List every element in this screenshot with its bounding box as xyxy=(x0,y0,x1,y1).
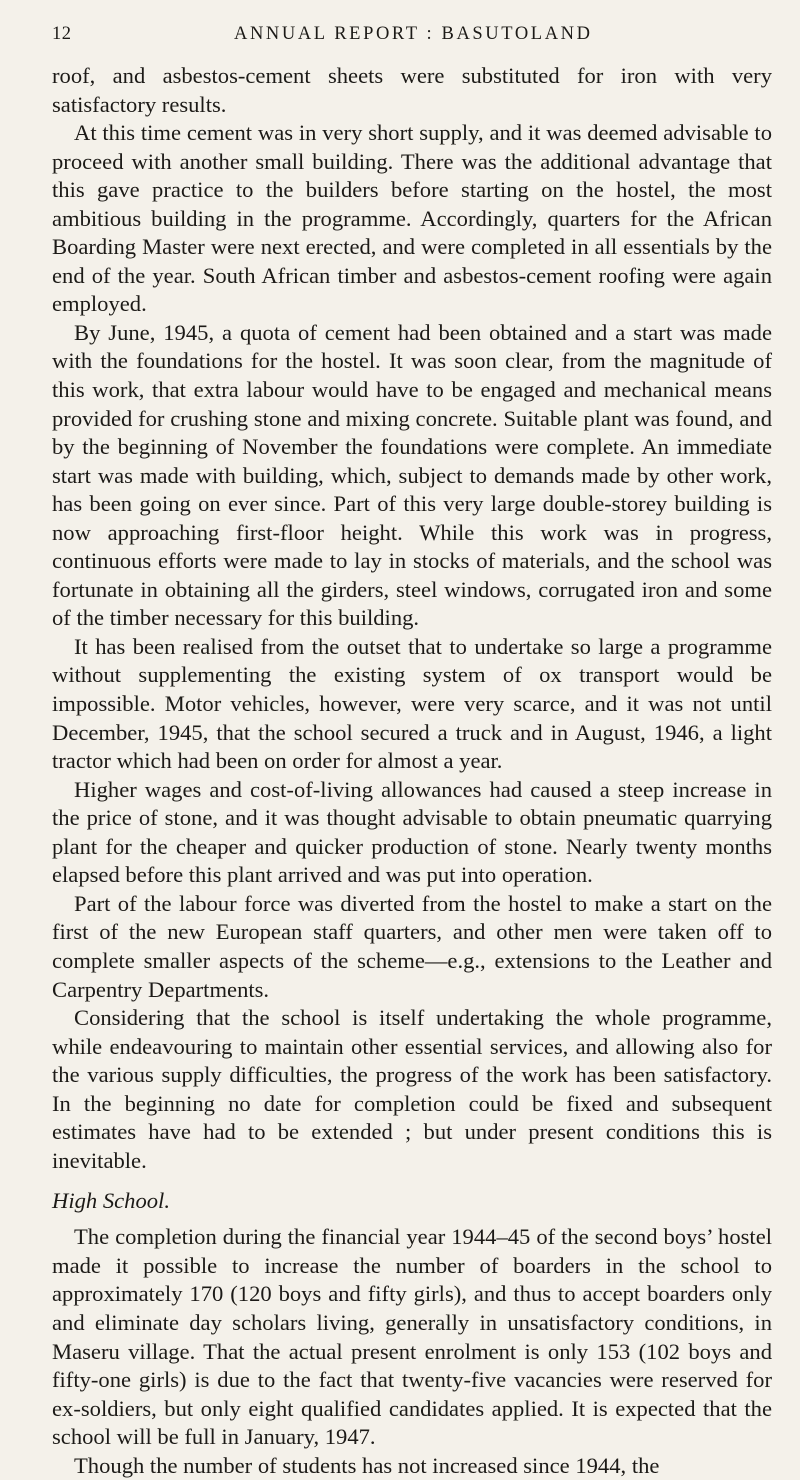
paragraph-continuation: roof, and asbestos-cement sheets were substituted for iron with very satisfactory results. xyxy=(52,63,772,117)
paragraph: The completion during the financial year 1944–45 of the second boys’ hostel made it possible to increase the number of boarders in the school to approximately 170 (120 boys and fifty girls), and thus to accept boarders only and eliminate day scholars living, generally in unsatisfactory conditions, in Maseru village. That the actual present enrolment is only 153 (102 boys and fifty-one girls) is due to the fact that twenty-five vacancies were reserved for ex-soldiers, but only eight qualified candidates applied. It is expected that the school will be full in January, 1947. xyxy=(52,1224,772,1450)
page-number: 12 xyxy=(52,24,72,44)
section-body xyxy=(52,1223,772,1480)
paragraph: Part of the labour force was diverted from the hostel to make a start on the first of the new European staff quarters, and other men were taken off to complete smaller aspects of the scheme—e.g., extensions to the Leather and Carpentry Departments. xyxy=(52,890,772,1002)
section-heading: High School. xyxy=(52,1188,170,1214)
running-head: ANNUAL REPORT : BASUTOLAND xyxy=(234,24,593,44)
page-header xyxy=(52,24,772,62)
paragraph: By June, 1945, a quota of cement had been obtained and a start was made with the foundations for the hostel. It was soon clear, from the magnitude of this work, that extra labour would have to be engaged and mechanical means provided for crushing stone and mixing concrete. Suitable plant was found, and by the beginning of November the foundations were complete. An immediate start was made with building, which, subject to demands made by other work, has been going on ever since. Part of this very large double-storey building is now approaching first-floor height. While this work was in progress, continuous efforts were made to lay in stocks of materials, and the school was fortunate in obtaining all the girders, steel windows, corrugated iron and some of the timber necessary for this building. xyxy=(52,319,772,631)
body-text xyxy=(52,62,772,1175)
paragraph: Higher wages and cost-of-living allowances had caused a steep increase in the price of stone, and it was thought advisable to obtain pneumatic quarrying plant for the cheaper and quicker production of stone. Nearly twenty months elapsed before this plant arrived and was put into operation. xyxy=(52,776,772,888)
paragraph: Though the number of students has not increased since 1944, the xyxy=(74,1452,660,1478)
paragraph: Considering that the school is itself undertaking the whole programme, while endeavouring to maintain other essential services, and allowing also for the various supply difficulties, the progress of the work has been satisfactory. In the beginning no date for completion could be fixed and subsequent estimates have had to be extended ; but under present conditions this is inevitable. xyxy=(52,1005,772,1173)
paragraph: At this time cement was in very short supply, and it was deemed advisable to proceed with another small building. There was the additional advantage that this gave practice to the builders before starting on the hostel, the most ambitious building in the programme. Accordingly, quarters for the African Boarding Master were next erected, and were completed in all essentials by the end of the year. South African timber and asbestos-cement roofing were again employed. xyxy=(52,120,772,317)
paragraph: It has been realised from the outset that to undertake so large a programme without supplementing the existing system of ox transport would be impossible. Motor vehicles, however, were very scarce, and it was not until December, 1945, that the school secured a truck and in August, 1946, a light tractor which had been on order for almost a year. xyxy=(52,633,772,774)
